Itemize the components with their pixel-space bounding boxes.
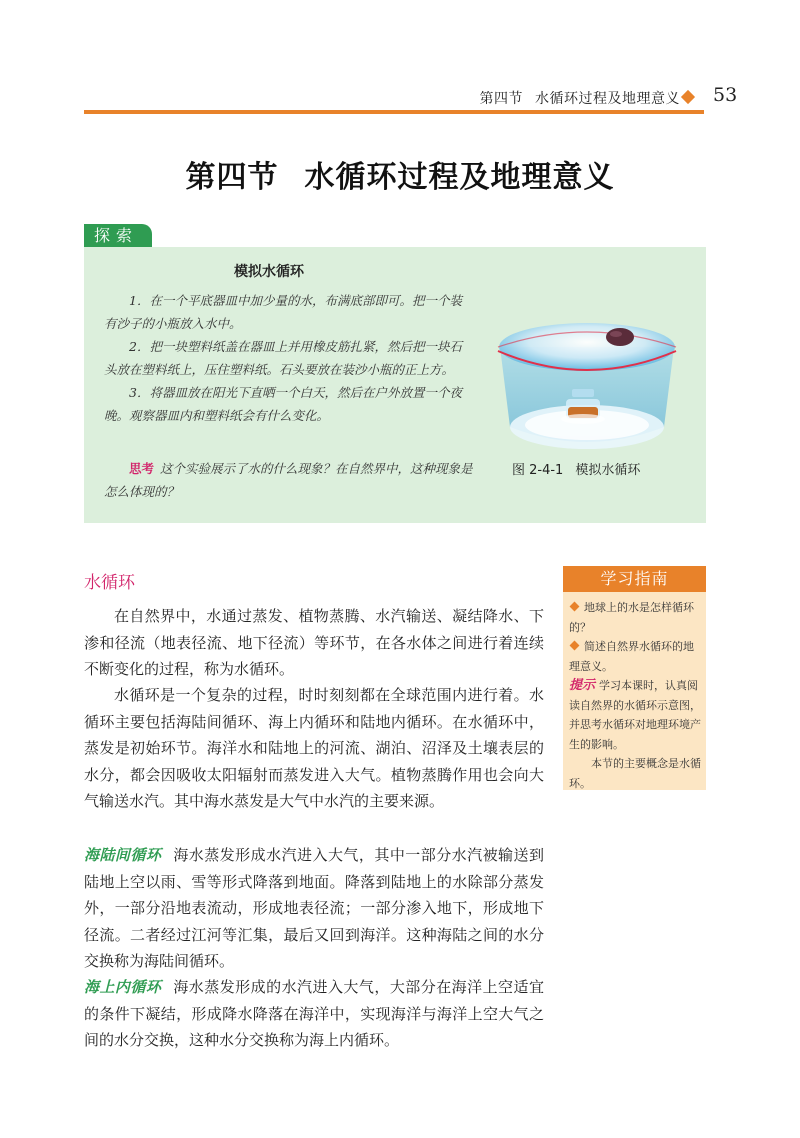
header-text (480, 88, 681, 108)
term-definition: 海水蒸发形成的水汽进入大气，大部分在海洋上空适宜的条件下凝结，形成降水降落在海洋中，实现海洋与海洋上空大气之间的水分交换，这种水分交换称为海上内循环。 (84, 978, 544, 1049)
header-section: 第四节 (479, 91, 523, 107)
diamond-bullet-icon (570, 602, 580, 612)
page-title (0, 152, 800, 196)
explore-title: 模拟水循环 (234, 264, 304, 280)
term-paragraph-text (84, 974, 544, 1054)
tip-text: 学习本课时，认真阅读自然界的水循环示意图，并思考水循环对地理环境产生的影响。 (569, 679, 701, 751)
term-label: 海陆间循环 (84, 846, 162, 864)
think-label: 思考 (129, 461, 155, 476)
term-paragraph-text (84, 842, 544, 975)
header-rule (84, 110, 704, 114)
figure-caption (512, 459, 640, 478)
explore-step: 1．在一个平底器皿中加少量的水，布满底部即可。把一个装有沙子的小瓶放入水中。 (104, 293, 462, 331)
water-cycle-experiment-illustration (492, 307, 682, 467)
tip-label: 提示 (569, 678, 596, 693)
diamond-bullet-icon (570, 641, 580, 651)
study-guide-box (563, 566, 706, 790)
explore-tag: 探索 (84, 224, 152, 248)
study-guide-title: 学习指南 (563, 566, 706, 592)
header-topic: 水循环过程及地理意义 (535, 91, 680, 107)
think-prompt (104, 457, 474, 503)
guide-concept: 本节的主要概念是水循环。 (569, 757, 701, 790)
explore-box (84, 247, 706, 523)
diamond-icon (681, 90, 695, 104)
section-heading: 水循环 (84, 573, 135, 593)
figure-caption-text: 模拟水循环 (575, 463, 641, 478)
study-guide-body (569, 598, 701, 793)
explore-step: 3．将器皿放在阳光下直晒一个白天，然后在户外放置一个夜晚。观察器皿内和塑料纸会有什么变化。 (104, 385, 462, 423)
term-paragraph (84, 974, 544, 1054)
paragraph-text: 在自然界中，水通过蒸发、植物蒸腾、水汽输送、凝结降水、下渗和径流（地表径流、地下径流）等环节，在各水体之间进行着连续不断变化的过程，称为水循环。 (84, 607, 544, 678)
running-header (0, 0, 800, 120)
term-definition: 海水蒸发形成水汽进入大气，其中一部分水汽被输送到陆地上空以雨、雪等形式降落到地面。降落到陆地上的水除部分蒸发外，一部分沿地表流动，形成地表径流；一部分渗入地下，形成地下径流。二者经过江河等汇集，最后又回到海洋。这种海陆之间的水分交换称为海陆间循环。 (84, 846, 544, 970)
guide-question: 简述自然界水循环的地理意义。 (569, 640, 694, 673)
body-paragraph (84, 682, 544, 815)
paragraph-text: 水循环是一个复杂的过程，时时刻刻都在全球范围内进行着。水循环主要包括海陆间循环、海上内循环和陆地内循环。在水循环中，蒸发是初始环节。海洋水和陆地上的河流、湖泊、沼泽及土壤表层的水分，都会因吸收太阳辐射而蒸发进入大气。植物蒸腾作用也会向大气输送水汽。其中海水蒸发是大气中水汽的主要来源。 (84, 686, 544, 810)
term-paragraph (84, 842, 544, 975)
figure-number: 图 2-4-1 (512, 463, 564, 478)
page-number: 53 (713, 84, 738, 106)
title-name: 水循环过程及地理意义 (304, 160, 615, 195)
think-text: 这个实验展示了水的什么现象？在自然界中，这种现象是怎么体现的？ (104, 461, 473, 499)
body-paragraph (84, 603, 544, 683)
title-section: 第四节 (185, 160, 279, 195)
explore-step: 2．把一块塑料纸盖在器皿上并用橡皮筋扎紧，然后把一块石头放在塑料纸上，压住塑料纸。石头要放在装沙小瓶的正上方。 (104, 339, 462, 377)
guide-question: 地球上的水是怎样循环的？ (569, 601, 694, 634)
term-label: 海上内循环 (84, 978, 162, 996)
explore-steps (104, 289, 468, 427)
guide-tip (569, 676, 701, 754)
